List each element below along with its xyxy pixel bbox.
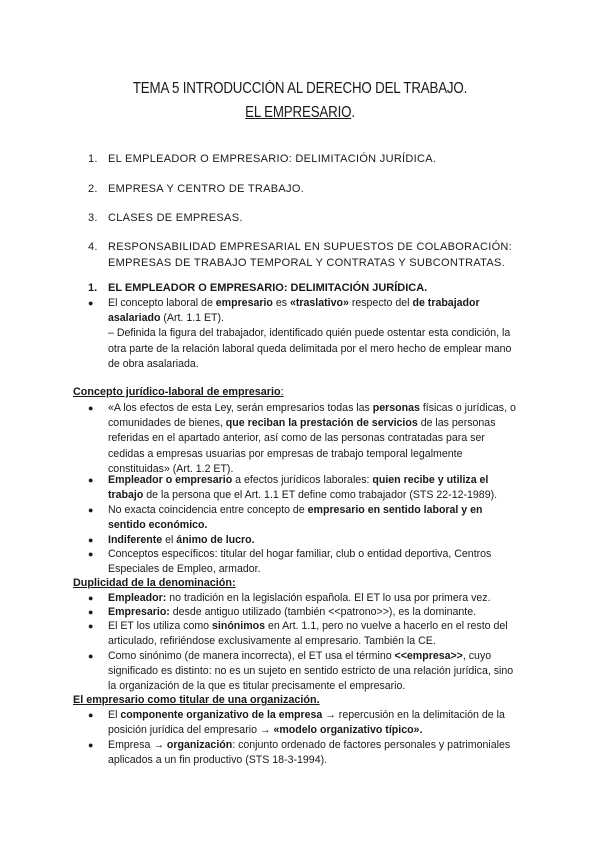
subsection-heading: El empresario como titular de una organización. [73,694,320,706]
list-item-text: Empleador: no tradición en la legislación española. El ET lo usa por primera vez. [108,592,491,604]
list-item-text: «A los efectos de esta Ley, serán empresarios todas las personas físicas o jurídicas, o comunidades de bienes, que reciban la prestación de servicios de las personas referidas en el apartado anterior, así como de las personas contratadas para ser cedidas a empresas usuarias por empresas de trabajo temporal legalmente constituidas» (Art. 1.2 ET). [108,402,516,475]
list-item [88,503,520,533]
toc-number: 3. [88,212,98,224]
list-item-text: Como sinónimo (de manera incorrecta), el ET usa el término <<empresa>>, cuyo significado es distinto: no es un sujeto en sentido estricto de una relación jurídica, sino la organización de la que es titular precisamente el empresario. [108,650,514,693]
list-item [88,473,520,503]
list-item [88,591,520,606]
bullet-icon: ● [88,475,94,485]
list-item-text: Empleador o empresario a efectos jurídicos laborales: quien recibe y utiliza el trabajo de la persona que el Art. 1.1 ET define como trabajador (STS 22-12-1989). [108,474,498,502]
toc-item [88,239,538,271]
subsection-heading: Concepto jurídico-laboral de empresario: [73,386,284,398]
toc-text: EMPRESA Y CENTRO DE TRABAJO. [108,183,305,195]
bullet-icon: ● [88,298,94,308]
toc-number: 1. [88,153,98,165]
list-item-text: El ET los utiliza como sinónimos en Art. 1.1, pero no vuelve a hacerlo en el resto del articulado, refiriéndose exclusivamente al empresario. También la CE. [108,620,508,648]
page-title: TEMA 5 INTRODUCCIÓN AL DERECHO DEL TRABAJO. [132,80,468,97]
bullet-icon: ● [88,651,94,661]
toc-item [88,151,538,167]
toc-number: 4. [88,241,98,253]
bullet-icon: ● [88,593,94,603]
page-subtitle [42,104,558,122]
bullet-icon: ● [88,621,94,631]
subsection-heading: Duplicidad de la denominación: [73,577,236,589]
toc-number: 2. [88,183,98,195]
bullet-icon: ● [88,403,94,413]
bullet-icon: ● [88,740,94,750]
list-item [88,401,520,477]
list-item [88,547,520,577]
section-title: EL EMPLEADOR O EMPRESARIO: DELIMITACIÓN JURÍDICA. [108,282,428,294]
toc-text: EL EMPLEADOR O EMPRESARIO: DELIMITACIÓN JURÍDICA. [108,153,437,165]
list-item [88,296,520,372]
bullet-icon: ● [88,710,94,720]
list-item-text: Conceptos específicos: titular del hogar familiar, club o entidad deportiva, Centros Especiales de Empleo, armador. [108,548,492,576]
bullet-icon: ● [88,607,94,617]
section-number: 1. [88,282,98,294]
list-item-text: Empresa → organización: conjunto ordenado de factores personales y patrimoniales aplicados a un fin productivo (STS 18-3-1994). [108,739,511,767]
list-item [88,619,520,649]
list-item-text: No exacta coincidencia entre concepto de empresario en sentido laboral y en sentido económico. [108,504,483,532]
bullet-icon: ● [88,549,94,559]
subtitle-text: EL EMPRESARIO [245,104,352,121]
toc-text: RESPONSABILIDAD EMPRESARIAL EN SUPUESTOS DE COLABORACIÓN: EMPRESAS DE TRABAJO TEMPORAL Y CONTRATAS Y SUBCONTRATAS. [108,241,513,269]
bullet-icon: ● [88,535,94,545]
list-item [88,649,520,695]
list-item-text: El concepto laboral de empresario es «traslativo» respecto del de trabajador asalariado (Art. 1.1 ET). – Definida la figura del trabajador, identificado quién puede ostentar esta condición, la otra parte de la relación laboral queda delimitada por el mero hecho de emplear mano de obra asalariada. [108,297,512,370]
list-item [88,605,520,620]
list-item-text: Indiferente el ánimo de lucro. [108,534,255,546]
toc-item [88,210,538,226]
list-item-text: Empresario: desde antiguo utilizado (también <<patrono>>), es la dominante. [108,606,477,618]
bullet-icon: ● [88,505,94,515]
subtitle-period: . [351,104,355,121]
list-item [88,533,520,548]
toc-text: CLASES DE EMPRESAS. [108,212,243,224]
list-item [88,738,520,768]
toc-item [88,181,538,197]
list-item-text: El componente organizativo de la empresa → repercusión en la delimitación de la posición jurídica del empresario → «modelo organizativo típico». [108,709,505,737]
section-heading [88,281,528,296]
list-item [88,708,520,738]
